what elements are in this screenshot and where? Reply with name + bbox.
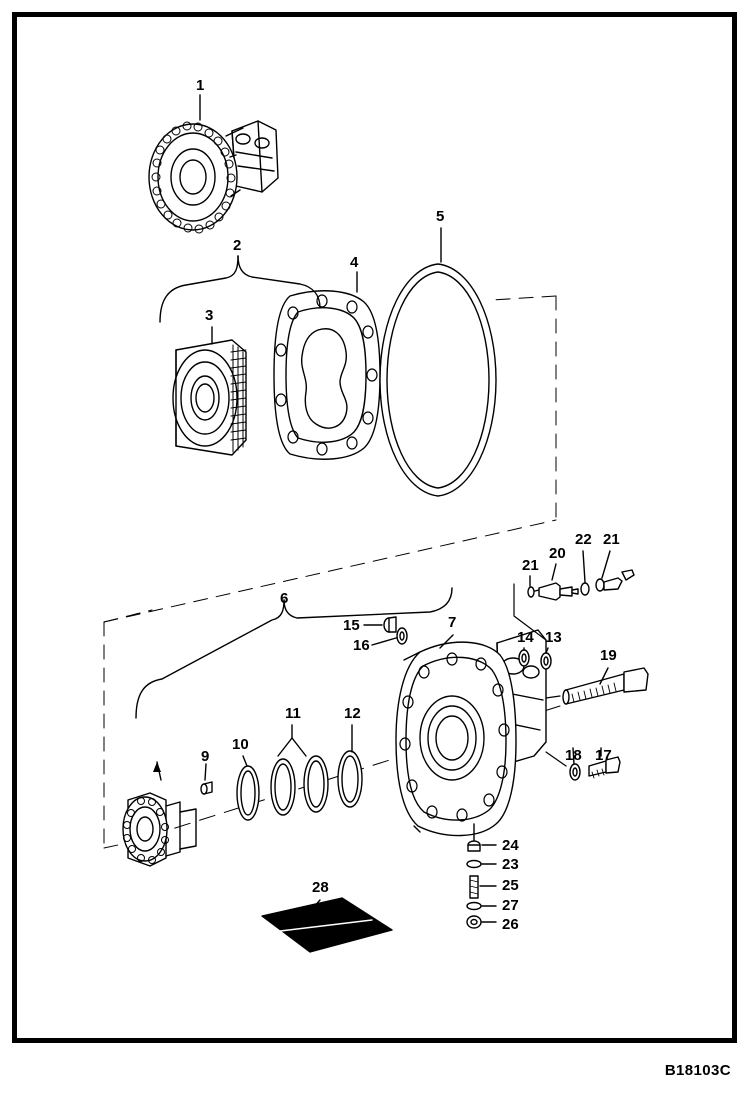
callout-1: 1 bbox=[196, 77, 205, 94]
callout-26: 26 bbox=[502, 916, 519, 933]
part-18-washer bbox=[570, 764, 580, 780]
part-3-rotor bbox=[173, 340, 246, 455]
callout-21a: 21 bbox=[522, 557, 539, 574]
part-14-washer bbox=[519, 650, 529, 666]
callout-7: 7 bbox=[448, 614, 457, 631]
part-15-plug bbox=[384, 617, 396, 632]
part-20-valve-cartridge bbox=[528, 570, 634, 600]
part-13-washer bbox=[541, 653, 551, 669]
leader-9 bbox=[205, 764, 206, 780]
callout-12: 12 bbox=[344, 705, 361, 722]
part-23-washer bbox=[467, 861, 481, 868]
part-12-o-ring bbox=[338, 751, 362, 807]
leader-21b bbox=[602, 551, 610, 578]
figure-code-label: B18103C bbox=[664, 1062, 731, 1079]
leader-11-fork bbox=[278, 738, 306, 756]
callout-10: 10 bbox=[232, 736, 249, 753]
callout-4: 4 bbox=[350, 254, 359, 271]
part-9-pin bbox=[201, 782, 212, 794]
callout-24: 24 bbox=[502, 837, 519, 854]
callout-11: 11 bbox=[285, 705, 301, 722]
callout-28: 28 bbox=[312, 879, 329, 896]
leader-10 bbox=[243, 756, 247, 766]
callout-17: 17 bbox=[595, 747, 612, 764]
callout-18: 18 bbox=[565, 747, 582, 764]
callout-6: 6 bbox=[280, 590, 289, 607]
callout-15: 15 bbox=[343, 617, 360, 634]
callout-22: 22 bbox=[575, 531, 592, 548]
part-10-o-ring bbox=[237, 766, 259, 820]
part-1-motor-assembly bbox=[149, 121, 278, 233]
callout-14: 14 bbox=[517, 629, 534, 646]
part-25-stud bbox=[470, 876, 478, 898]
callout-3: 3 bbox=[205, 307, 214, 324]
callout-9: 9 bbox=[201, 748, 210, 765]
leader-17-to-housing bbox=[546, 752, 566, 766]
callout-5: 5 bbox=[436, 208, 445, 225]
leader-20 bbox=[552, 564, 556, 580]
part-11-o-ring-a bbox=[271, 759, 295, 815]
callout-20: 20 bbox=[549, 545, 566, 562]
part-26-nut bbox=[467, 916, 481, 928]
part-16-washer bbox=[397, 628, 407, 644]
callout-27: 27 bbox=[502, 897, 519, 914]
part-5-large-o-ring bbox=[380, 264, 496, 496]
callout-16: 16 bbox=[353, 637, 370, 654]
part-28-id-plate bbox=[262, 898, 392, 952]
leader-19-to-housing bbox=[546, 696, 560, 698]
part-27-washer bbox=[467, 903, 481, 910]
callout-23: 23 bbox=[502, 856, 519, 873]
callout-25: 25 bbox=[502, 877, 519, 894]
part-bearing-pack bbox=[123, 793, 196, 866]
leader-22 bbox=[583, 551, 585, 582]
callout-13: 13 bbox=[545, 629, 562, 646]
callout-19: 19 bbox=[600, 647, 617, 664]
leader-16 bbox=[372, 638, 396, 645]
callout-2: 2 bbox=[233, 237, 242, 254]
part-24-capscrew bbox=[468, 841, 480, 851]
callout-21b: 21 bbox=[603, 531, 620, 548]
part-4-valve-plate bbox=[274, 291, 380, 459]
part-11-o-ring-b bbox=[304, 756, 328, 812]
